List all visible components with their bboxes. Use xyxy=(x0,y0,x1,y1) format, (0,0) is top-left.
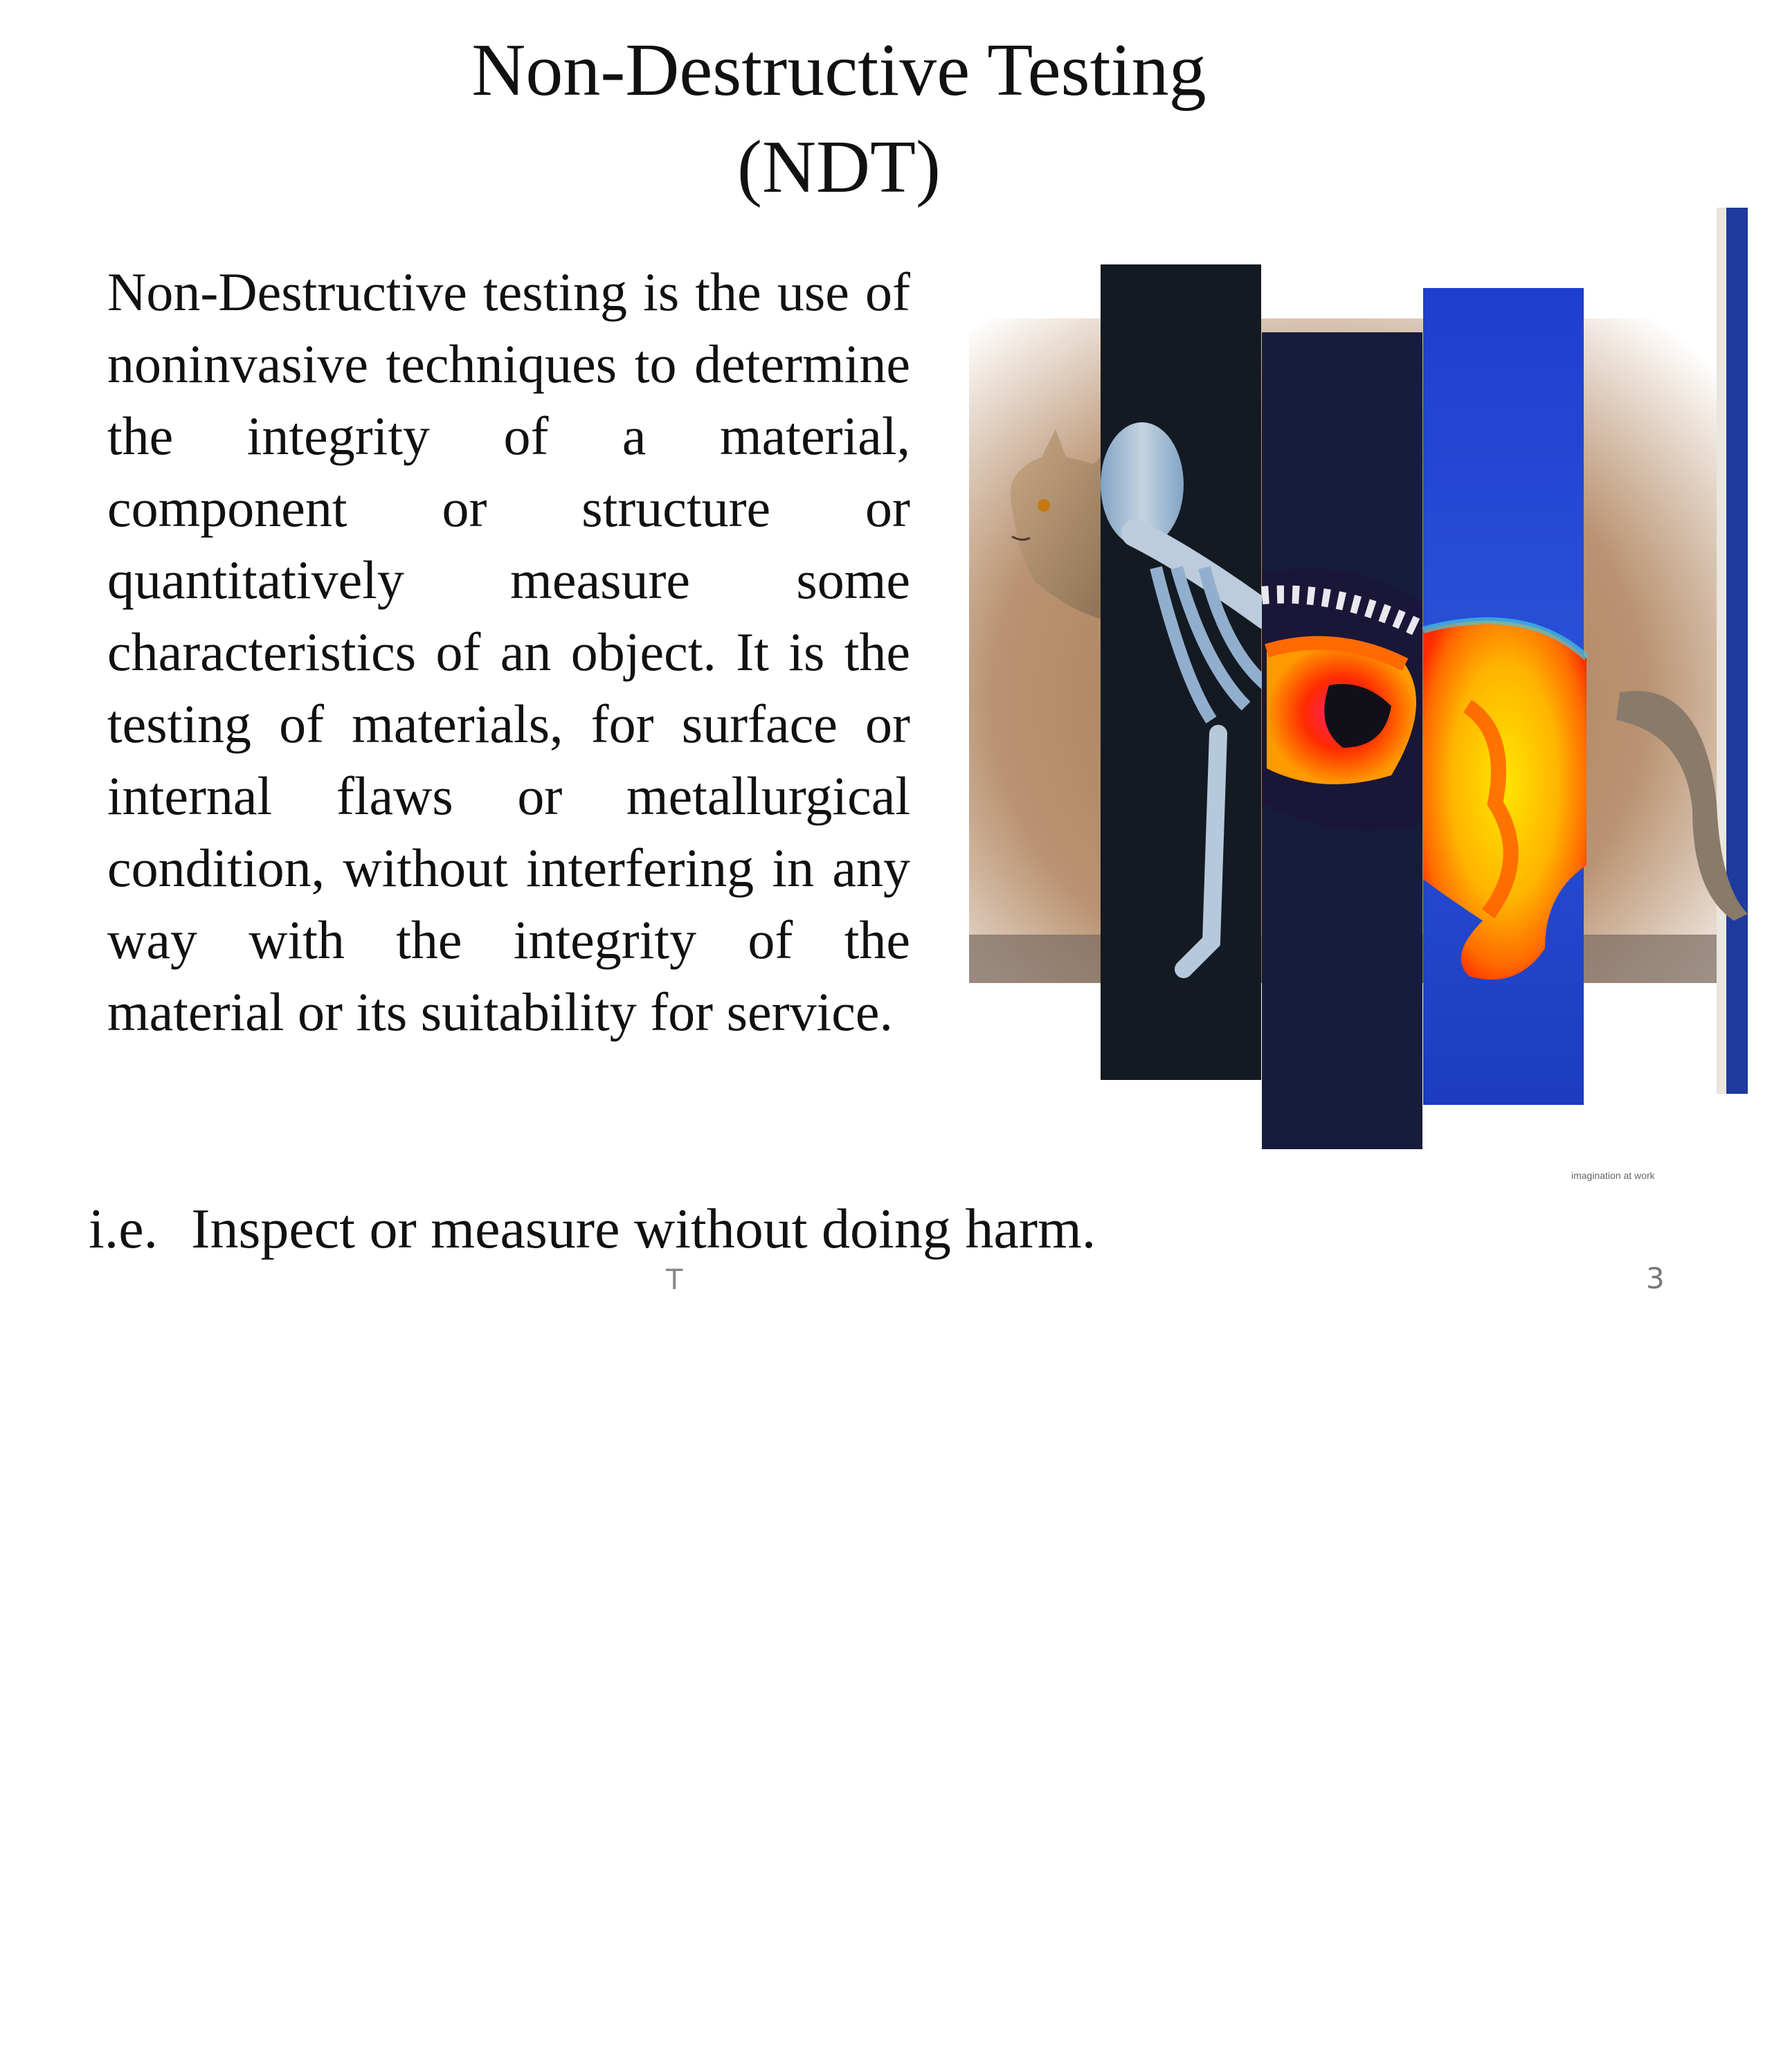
image-credit: imagination at work xyxy=(1571,1170,1655,1181)
ie-summary-text: Inspect or measure without doing harm. xyxy=(191,1197,1096,1260)
footer-mark: T xyxy=(666,1264,683,1296)
page-number: 3 xyxy=(1646,1261,1665,1295)
slide-title xyxy=(0,22,1678,216)
cat-xray-thermal-image xyxy=(969,208,1748,1177)
ie-prefix: i.e. xyxy=(89,1197,159,1260)
slide-title-line-2: (NDT) xyxy=(737,126,941,208)
ie-summary-line xyxy=(89,1194,1096,1263)
slide-title-line-1: Non-Destructive Testing xyxy=(471,29,1206,111)
ndt-definition-paragraph: Non-Destructive testing is the use of noninvasive techniques to determine the integrity of a material, component or structure or quantitatively measure some characteristics of an object. It is the testing of materials, for surface or internal flaws or metallurgical condition, without interfering in any way with the integrity of the material or its suitability for service. xyxy=(107,262,910,1042)
